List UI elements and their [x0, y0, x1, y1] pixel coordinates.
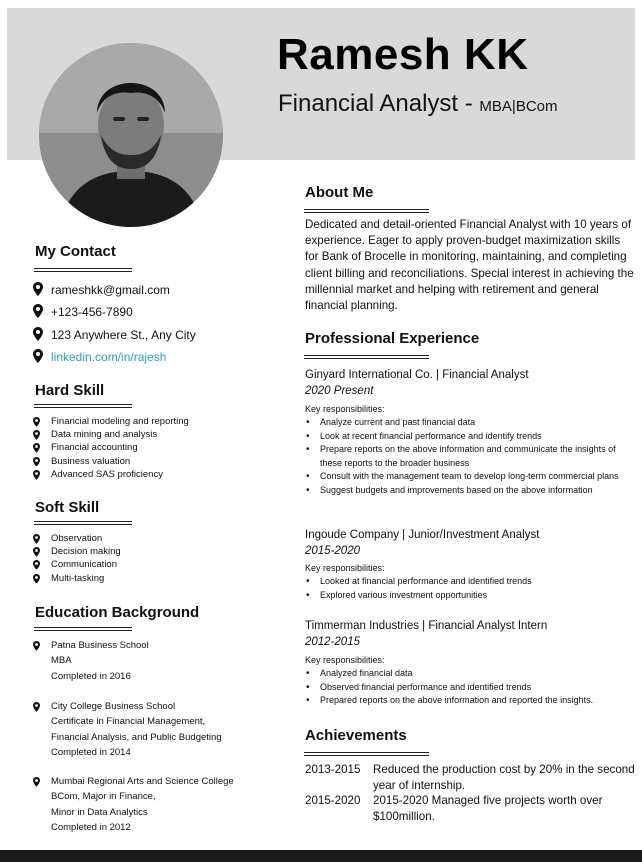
- list-item: [33, 415, 189, 428]
- experience-heading: Professional Experience: [305, 330, 480, 347]
- soft-skill-text: Communication: [51, 559, 117, 571]
- location-pin-icon: [33, 430, 40, 440]
- contact-linkedin[interactable]: [33, 349, 166, 364]
- degree: Minor in Data Analytics: [51, 806, 148, 818]
- role-title: Financial Analyst -: [278, 90, 480, 117]
- responsibilities-label: Key responsibilities:: [305, 563, 385, 573]
- hard-skill-text: Financial modeling and reporting: [51, 416, 189, 427]
- list-item: [33, 545, 121, 558]
- responsibilities-list: [305, 667, 635, 708]
- soft-skill-text: Observation: [51, 533, 103, 544]
- list-item: • Prepared reports on the above information and reported the insights.: [305, 694, 635, 708]
- achievement-text: 2015-2020 Managed five projects worth over $100million.: [373, 794, 603, 823]
- education-entry: [33, 774, 234, 835]
- candidate-role: [278, 90, 558, 118]
- about-heading: About Me: [305, 184, 374, 201]
- achievements-heading: Achievements: [305, 727, 407, 744]
- list-item: • Analyzed financial data: [305, 667, 635, 681]
- responsibilities-label: Key responsibilities:: [305, 404, 385, 414]
- experience-divider: [304, 355, 429, 359]
- contact-phone: [33, 304, 133, 319]
- responsibilities-label: Key responsibilities:: [305, 655, 385, 665]
- linkedin-link[interactable]: linkedin.com/in/rajesh: [51, 350, 167, 364]
- job-title: Ingoude Company | Junior/Investment Analyst: [305, 529, 540, 541]
- location-pin-icon: [33, 534, 40, 544]
- school-name: Patna Business School: [51, 640, 149, 651]
- job-title: Timmerman Industries | Financial Analyst Intern: [305, 620, 548, 632]
- location-pin-icon: [33, 560, 40, 570]
- responsibilities-list: [305, 575, 635, 602]
- degree: MBA: [51, 655, 72, 667]
- achievement-year: 2015-2020: [305, 794, 361, 807]
- list-item: [33, 441, 189, 454]
- portrait-image: [39, 43, 223, 227]
- location-pin-icon: [33, 349, 43, 363]
- completion: Completed in 2012: [51, 821, 131, 833]
- location-pin-icon: [33, 777, 40, 787]
- education-heading: Education Background: [35, 604, 200, 621]
- phone-text: +123-456-7890: [51, 305, 133, 319]
- achievement-text: Reduced the production cost by 20% in the second year of internship.: [373, 763, 635, 792]
- job-title: Ginyard International Co. | Financial Analyst: [305, 369, 529, 381]
- list-item: • Consult with the management team to develop long-term commercial plans: [305, 470, 635, 484]
- education-divider: [34, 627, 132, 631]
- list-item: [33, 428, 189, 441]
- footer-bar: [0, 850, 642, 862]
- job-date: 2020 Present: [305, 385, 374, 397]
- hard-skill-divider: [34, 404, 132, 408]
- degree: Certificate in Financial Management,: [51, 716, 206, 728]
- location-pin-icon: [33, 641, 40, 651]
- list-item: • Observed financial performance and identified trends: [305, 681, 635, 695]
- contact-heading: My Contact: [35, 243, 116, 260]
- hard-skill-text: Financial accounting: [51, 442, 138, 454]
- list-item: • Suggest budgets and improvements based on the above information: [305, 484, 635, 498]
- degree: BCom, Major in Finance,: [51, 791, 156, 803]
- location-pin-icon: [33, 304, 43, 318]
- location-pin-icon: [33, 457, 40, 467]
- location-pin-icon: [33, 282, 43, 296]
- soft-skill-divider: [34, 521, 132, 525]
- contact-address: [33, 327, 196, 342]
- school-name: Mumbai Regional Arts and Science College: [51, 776, 234, 787]
- hard-skill-text: Business valuation: [51, 455, 131, 467]
- location-pin-icon: [33, 574, 40, 584]
- education-entry: [33, 638, 149, 684]
- list-item: • Look at recent financial performance and identify trends: [305, 430, 635, 444]
- candidate-name: Ramesh KK: [277, 30, 529, 79]
- role-degrees: MBA|BCom: [479, 98, 558, 115]
- completion: Completed in 2014: [51, 746, 131, 758]
- contact-divider: [34, 268, 132, 272]
- hard-skill-text: Data mining and analysis: [51, 429, 158, 441]
- school-name: City College Business School: [51, 701, 176, 712]
- degree: Financial Analysis, and Public Budgeting: [51, 731, 222, 743]
- list-item: [33, 558, 121, 571]
- list-item: [33, 572, 121, 585]
- location-pin-icon: [33, 470, 40, 480]
- profile-photo: [39, 43, 223, 227]
- hard-skill-text: Advanced SAS proficiency: [51, 468, 163, 480]
- email-text: rameshkk@gmail.com: [51, 283, 170, 297]
- achievement-year: 2013-2015: [305, 763, 361, 776]
- list-item: • Analyze current and past financial data: [305, 416, 635, 430]
- list-item: [33, 468, 189, 481]
- soft-skill-text: Decision making: [51, 546, 121, 558]
- completion: Completed in 2016: [51, 670, 131, 682]
- location-pin-icon: [33, 547, 40, 557]
- location-pin-icon: [33, 327, 43, 341]
- achievements-divider: [304, 752, 429, 756]
- about-text: Dedicated and detail-oriented Financial Analyst with 10 years of experience. Eager to apply proven-budget maximization skills for Bank of Brocelle in monitoring, maintaining, and completing client billing and reconciliations. Special interest in achieving the millennial market and helping with retirement and general financial planning.: [305, 218, 634, 313]
- soft-skill-list: [33, 532, 121, 585]
- contact-email: [33, 282, 170, 297]
- list-item: [33, 532, 121, 545]
- hard-skill-list: [33, 415, 189, 481]
- list-item: • Looked at financial performance and identified trends: [305, 575, 635, 589]
- location-pin-icon: [33, 443, 40, 453]
- location-pin-icon: [33, 417, 40, 427]
- list-item: [33, 455, 189, 468]
- address-text: 123 Anywhere St., Any City: [51, 328, 196, 342]
- job-date: 2015-2020: [305, 545, 360, 557]
- list-item: • Explored various investment opportunities: [305, 589, 635, 603]
- job-date: 2012-2015: [305, 636, 360, 648]
- location-pin-icon: [33, 702, 40, 712]
- hard-skill-heading: Hard Skill: [35, 382, 105, 399]
- responsibilities-list: [305, 416, 635, 497]
- list-item: • Prepare reports on the above information and communicate the insights of these reports to the broader business: [305, 443, 635, 470]
- education-entry: [33, 699, 222, 760]
- about-divider: [304, 209, 429, 213]
- soft-skill-text: Multi-tasking: [51, 572, 105, 584]
- soft-skill-heading: Soft Skill: [35, 499, 100, 516]
